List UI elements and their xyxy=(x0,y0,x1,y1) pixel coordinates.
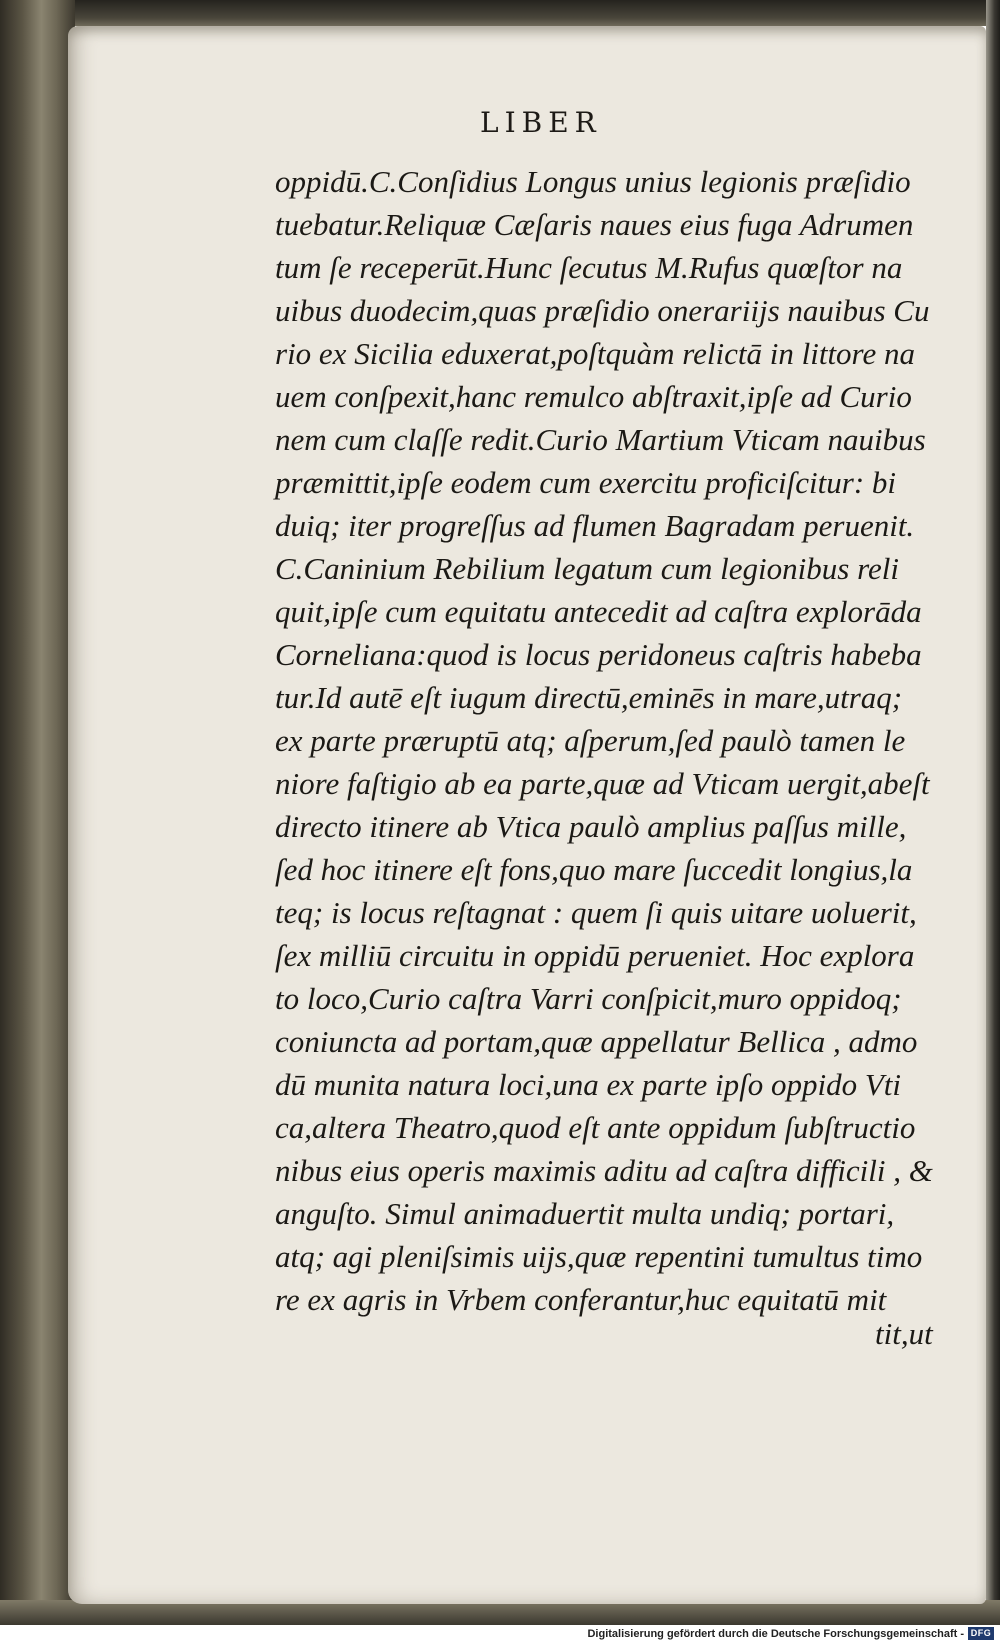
text-line: directo itinere ab Vtica paulò amplius paſſus mille, xyxy=(275,809,907,844)
text-line: to loco,Curio caſtra Varri conſpicit,muro oppidoq; xyxy=(275,981,902,1016)
text-line: quit,ipſe cum equitatu antecedit ad caſtra explorāda xyxy=(275,594,922,629)
text-line: coniuncta ad portam,quæ appellatur Bellica , admo xyxy=(275,1024,918,1059)
scan-top-edge xyxy=(0,0,1000,26)
book-spine-edge xyxy=(0,0,75,1625)
text-line: tur.Id autē eſt iugum directū,eminēs in mare,utraq; xyxy=(275,680,903,715)
text-line: dū munita natura loci,una ex parte ipſo oppido Vti xyxy=(275,1067,901,1102)
text-line: oppidū.C.Conſidius Longus unius legionis præſidio xyxy=(275,164,911,199)
text-line: duiq; iter progreſſus ad flumen Bagradam peruenit. xyxy=(275,508,915,543)
text-line: niore faſtigio ab ea parte,quæ ad Vticam uergit,abeſt xyxy=(275,766,930,801)
text-line: nibus eius operis maximis aditu ad caſtra difficili , & xyxy=(275,1153,933,1188)
text-line: re ex agris in Vrbem conferantur,huc equitatū mit xyxy=(275,1282,887,1317)
catchword: tit,ut xyxy=(875,1316,933,1351)
text-line: ſed hoc itinere eſt fons,quo mare ſuccedit longius,la xyxy=(275,852,913,887)
text-line: præmittit,ipſe eodem cum exercitu proficiſcitur: bi xyxy=(275,465,897,500)
text-line: Corneliana:quod is locus peridoneus caſtris habeba xyxy=(275,637,922,672)
text-line: ex parte præruptū atq; aſperum,ſed paulò tamen le xyxy=(275,723,906,758)
text-line: tuebatur.Reliquæ Cæſaris naues eius fuga Adrumen xyxy=(275,207,914,242)
text-line: nem cum claſſe redit.Curio Martium Vticam nauibus xyxy=(275,422,926,457)
text-line: ſex milliū circuitu in oppidū perueniet. Hoc explora xyxy=(275,938,915,973)
text-line: anguſto. Simul animaduertit multa undiq; portari, xyxy=(275,1196,895,1231)
text-line: uibus duodecim,quas præſidio onerariijs nauibus Cu xyxy=(275,293,930,328)
text-line: C.Caninium Rebilium legatum cum legionibus reli xyxy=(275,551,899,586)
text-line: ca,altera Theatro,quod eſt ante oppidum ſubſtructio xyxy=(275,1110,916,1145)
funding-credit: Digitalisierung gefördert durch die Deutsche Forschungsgemeinschaft - xyxy=(587,1628,964,1640)
dfg-logo-text: DFG xyxy=(970,1628,992,1638)
text-line: tum ſe receperūt.Hunc ſecutus M.Rufus quœſtor na xyxy=(275,250,903,285)
scan-right-edge xyxy=(986,0,1000,1625)
text-line: rio ex Sicilia eduxerat,poſtquàm relictā in littore na xyxy=(275,336,915,371)
body-text xyxy=(275,160,965,1321)
dfg-logo xyxy=(968,1627,994,1640)
text-line: uem conſpexit,hanc remulco abſtraxit,ipſe ad Curio xyxy=(275,379,912,414)
running-head: LIBER xyxy=(480,106,602,139)
text-line: teq; is locus reſtagnat : quem ſi quis uitare uoluerit, xyxy=(275,895,917,930)
text-line: atq; agi pleniſsimis uijs,quæ repentini tumultus timo xyxy=(275,1239,923,1274)
